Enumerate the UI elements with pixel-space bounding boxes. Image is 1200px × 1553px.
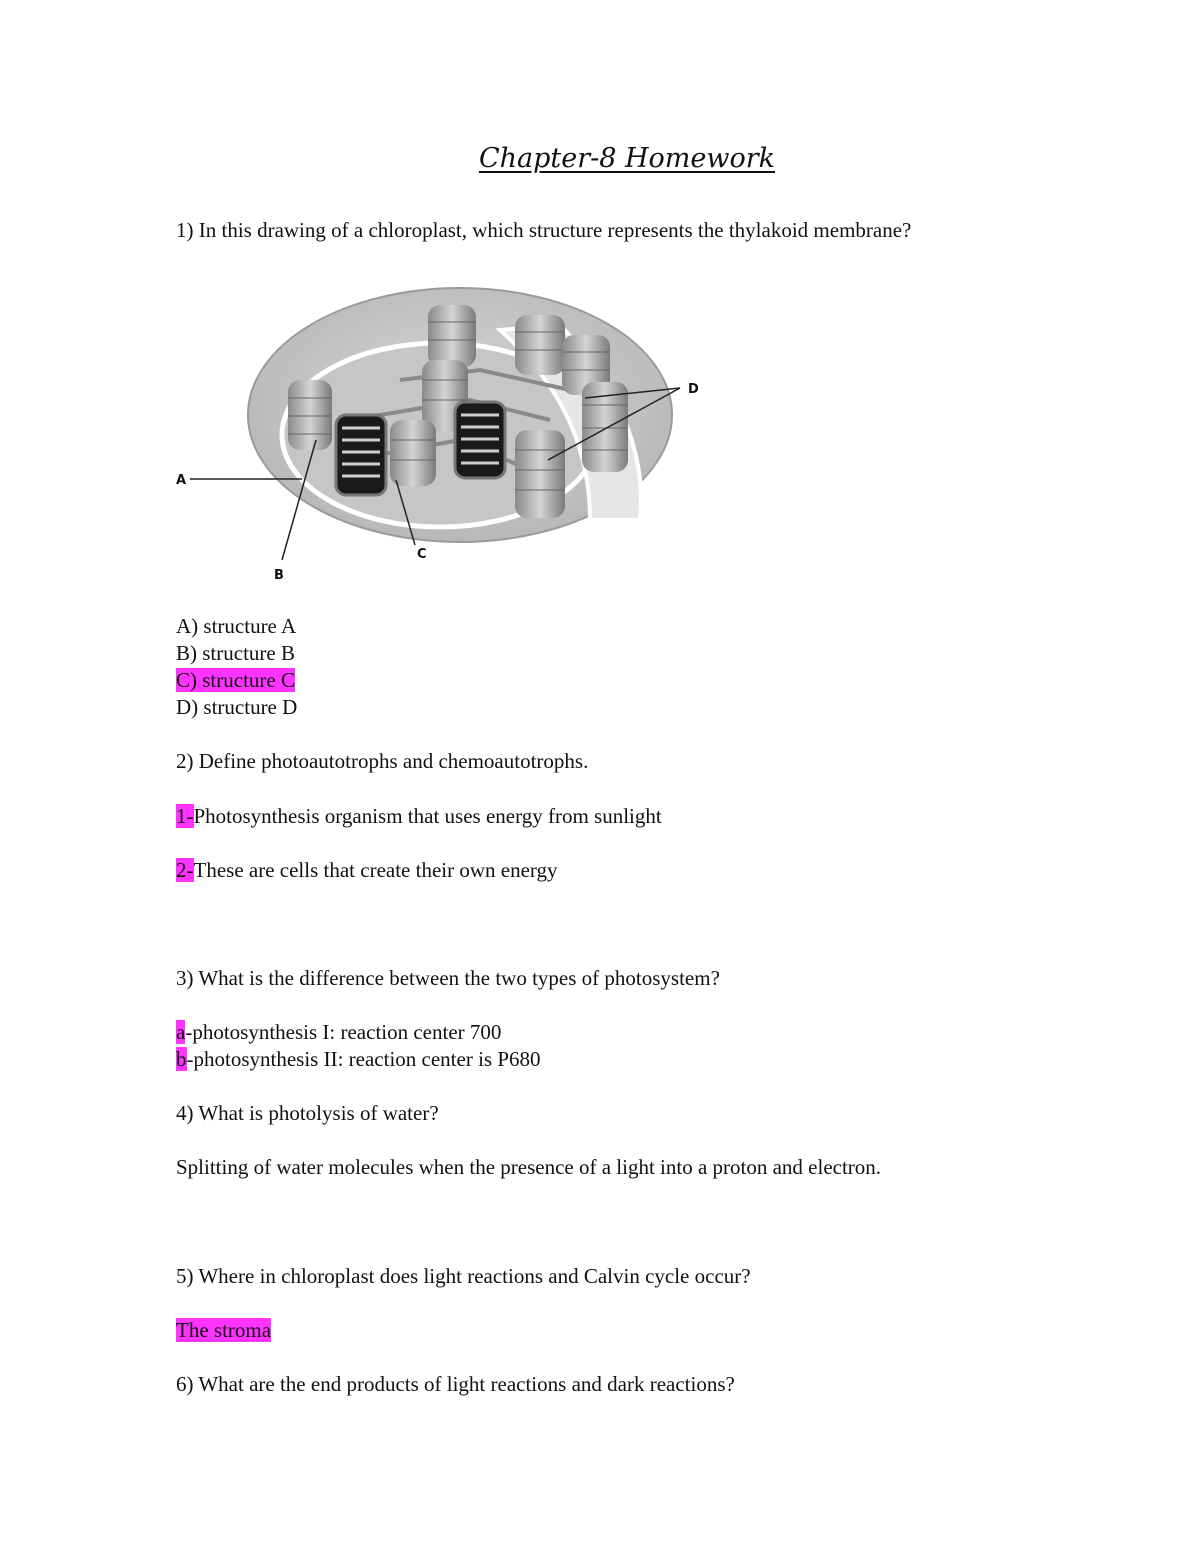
answer-marker: 1- — [176, 804, 194, 828]
answer-5 — [176, 1317, 271, 1343]
option-a: A) structure A — [176, 614, 297, 638]
option-b: B) structure B — [176, 641, 295, 665]
label-a: A — [176, 473, 187, 488]
question-5: 5) Where in chloroplast does light reactions and Calvin cycle occur? — [176, 1264, 751, 1288]
answer-marker: a — [176, 1020, 186, 1044]
answer-marker: 2- — [176, 858, 194, 882]
answer-4: Splitting of water molecules when the presence of a light into a proton and electron. — [176, 1155, 882, 1179]
option-c-selected — [176, 667, 295, 693]
granum-cut-left — [336, 415, 386, 495]
answer-text: Photosynthesis organism that uses energy from sunlight — [193, 804, 662, 828]
granum-back-left — [288, 380, 332, 450]
granum-cut-right — [455, 402, 505, 478]
question-2: 2) Define photoautotrophs and chemoautotrophs. — [176, 749, 589, 773]
highlight-mark: C) structure C — [176, 668, 295, 692]
highlight-mark: The stroma — [176, 1318, 272, 1342]
granum-top-1 — [428, 305, 476, 367]
question-4: 4) What is photolysis of water? — [176, 1101, 439, 1125]
granum-front — [390, 420, 436, 486]
answer-text: -photosynthesis I: reaction center 700 — [185, 1020, 502, 1044]
answer-2-2 — [176, 857, 558, 883]
question-3: 3) What is the difference between the two types of photosystem? — [176, 966, 720, 990]
answer-3-a — [176, 1019, 501, 1045]
answer-marker: b — [176, 1047, 187, 1071]
label-d: D — [688, 382, 699, 397]
page-title: Chapter-8 Homework — [478, 143, 776, 174]
answer-3-b — [176, 1046, 541, 1072]
label-c: C — [417, 547, 427, 562]
label-b: B — [274, 568, 284, 583]
question-6: 6) What are the end products of light reactions and dark reactions? — [176, 1372, 735, 1396]
option-d: D) structure D — [176, 695, 298, 719]
answer-2-1 — [176, 803, 662, 829]
granum-right-stack — [515, 430, 565, 518]
answer-text: -photosynthesis II: reaction center is P680 — [186, 1047, 541, 1071]
chloroplast-diagram — [170, 270, 710, 590]
question-1: 1) In this drawing of a chloroplast, which structure represents the thylakoid membrane? — [176, 218, 912, 242]
answer-text: These are cells that create their own energy — [193, 858, 558, 882]
granum-top-2 — [515, 315, 565, 375]
